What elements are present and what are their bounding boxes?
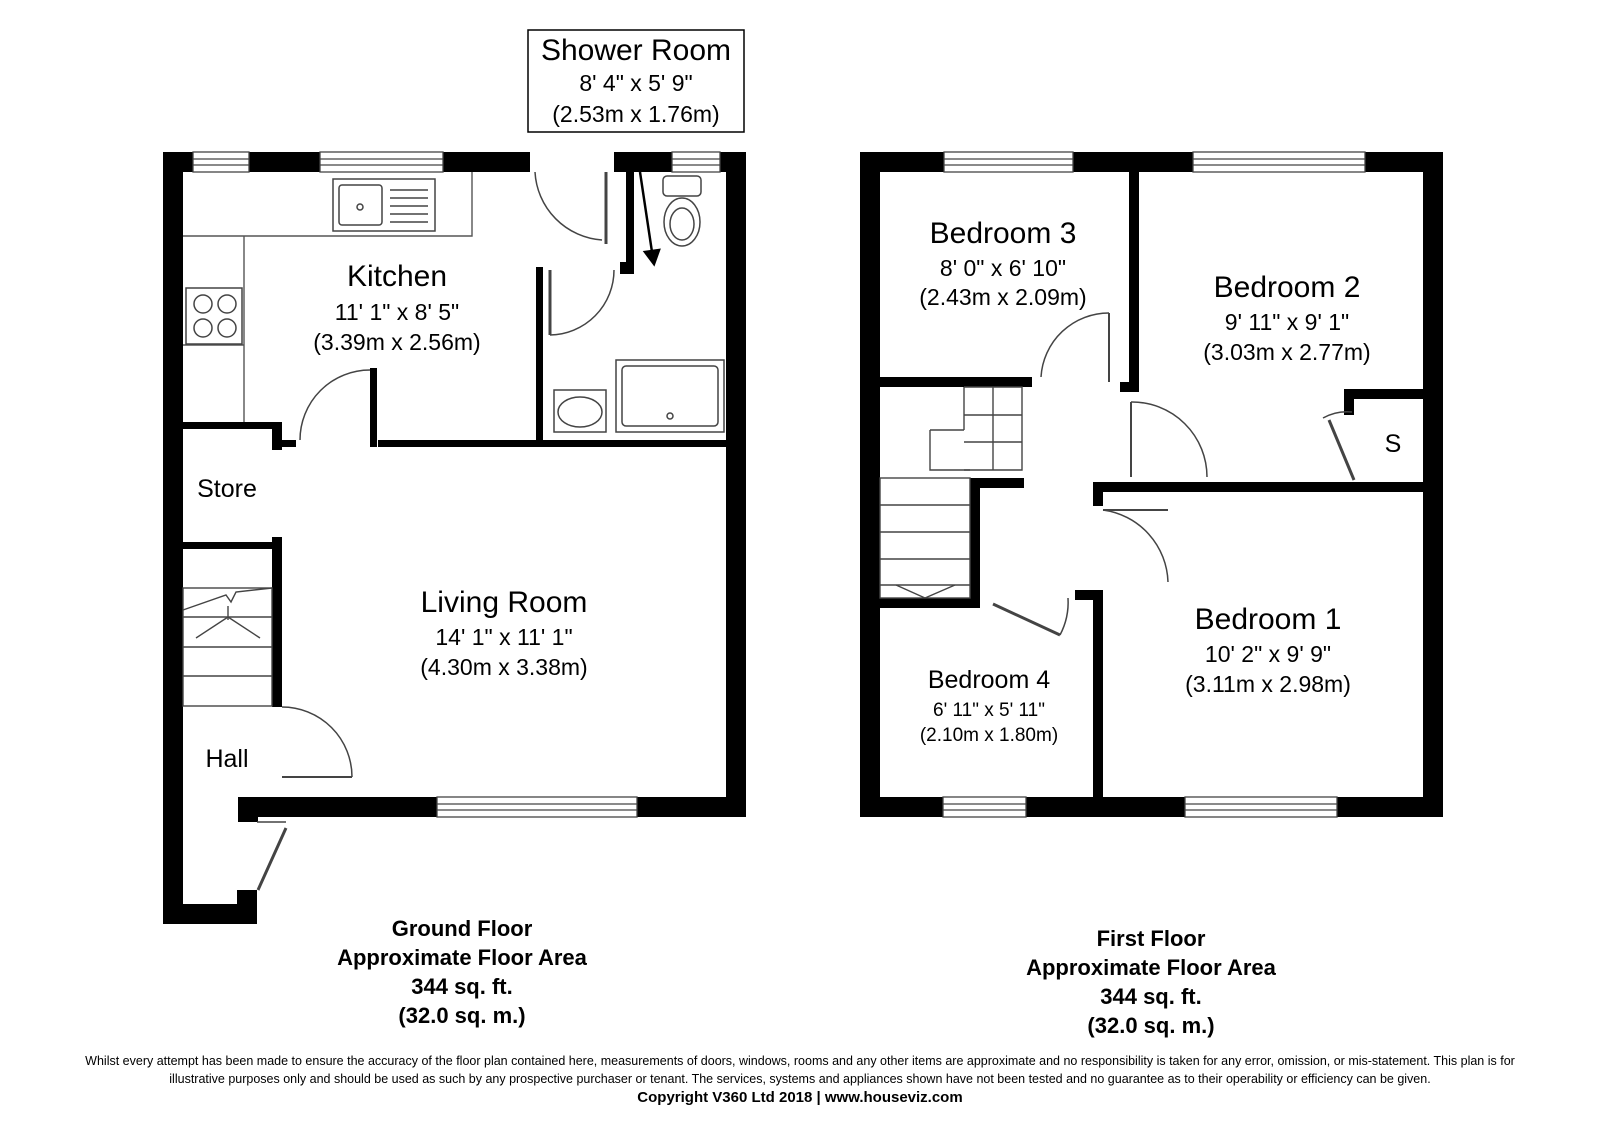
staircase-icon [183, 588, 272, 706]
first-floor-area-sqm: (32.0 sq. m.) [1087, 1013, 1215, 1038]
bedroom-4-dim-metric: (2.10m x 1.80m) [919, 725, 1059, 746]
first-floor-subtitle: Approximate Floor Area [1026, 955, 1276, 980]
bedroom-2-name: Bedroom 2 [1213, 271, 1361, 304]
staircase-icon [880, 387, 1022, 598]
shower-room-dim-metric: (2.53m x 1.76m) [552, 101, 720, 127]
first-floor-title: First Floor [1096, 926, 1206, 951]
storage-cupboard-name: S [1384, 430, 1402, 458]
disclaimer-line-1: Whilst every attempt has been made to ensure the accuracy of the floor plan contained here, measurements of doors, windows, rooms and any other items are approximate and no responsibility is taken for any error, omission, or mis-statement. This plan is for [85, 1054, 1515, 1068]
bedroom-4-name: Bedroom 4 [927, 666, 1051, 694]
window-icon [193, 152, 720, 817]
kitchen-dim-imperial: 11' 1" x 8' 5" [334, 299, 460, 325]
shower-tray-icon [616, 360, 724, 432]
pointer-arrow [640, 172, 659, 264]
bedroom-1-dim-metric: (3.11m x 2.98m) [1185, 671, 1351, 697]
bedroom-2-dim-imperial: 9' 11" x 9' 1" [1224, 309, 1350, 335]
ground-floor-area-sqft: 344 sq. ft. [411, 974, 513, 999]
living-room-name: Living Room [420, 586, 588, 619]
living-room-dim-imperial: 14' 1" x 11' 1" [435, 624, 573, 650]
bedroom-1-dim-imperial: 10' 2" x 9' 9" [1204, 641, 1332, 667]
bedroom-3-dim-imperial: 8' 0" x 6' 10" [939, 255, 1067, 281]
ground-floor-area-sqm: (32.0 sq. m.) [398, 1003, 526, 1028]
hall-name: Hall [205, 745, 249, 773]
ground-floor-subtitle: Approximate Floor Area [337, 945, 587, 970]
toilet-icon [663, 176, 701, 246]
bedroom-1-name: Bedroom 1 [1194, 603, 1342, 636]
sink-icon [333, 179, 435, 231]
copyright-notice: Copyright V360 Ltd 2018 | www.houseviz.com [637, 1089, 963, 1106]
shower-room-name: Shower Room [540, 34, 732, 67]
ground-floor-title: Ground Floor [391, 916, 533, 941]
first-floor-area-sqft: 344 sq. ft. [1100, 984, 1202, 1009]
bedroom-3-name: Bedroom 3 [929, 217, 1077, 250]
bedroom-3-dim-metric: (2.43m x 2.09m) [919, 284, 1087, 310]
living-room-dim-metric: (4.30m x 3.38m) [420, 654, 588, 680]
disclaimer-line-2: illustrative purposes only and should be used as such by any prospective purchaser or tenant. The services, systems and appliances shown have not been tested and no guarantee as to their operability or efficiency can be given. [169, 1072, 1431, 1086]
floor-area-captions [337, 916, 1277, 1038]
bedroom-4-dim-imperial: 6' 11" x 5' 11" [933, 700, 1045, 721]
store-name: Store [197, 475, 257, 503]
kitchen-dim-metric: (3.39m x 2.56m) [313, 329, 481, 355]
basin-icon [554, 390, 606, 432]
kitchen-name: Kitchen [346, 260, 448, 293]
room-labels [197, 34, 1401, 773]
bedroom-2-dim-metric: (3.03m x 2.77m) [1203, 339, 1371, 365]
hob-icon [186, 288, 242, 344]
shower-room-dim-imperial: 8' 4" x 5' 9" [579, 70, 693, 96]
